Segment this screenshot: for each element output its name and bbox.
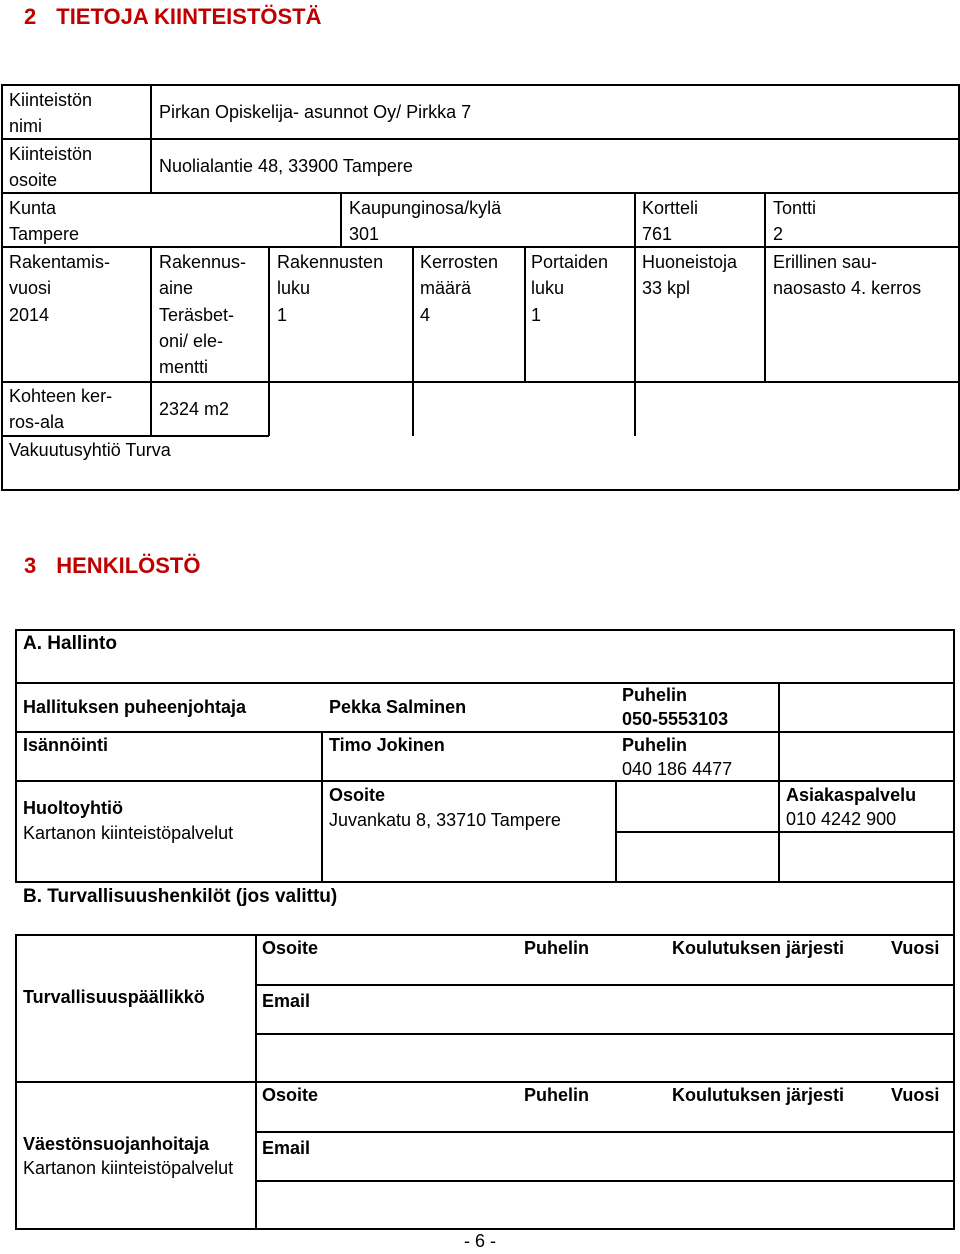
section-2-heading bbox=[24, 2, 322, 32]
block-value: 761 bbox=[642, 224, 673, 244]
apartments-value: 33 kpl bbox=[642, 278, 691, 298]
board-chair-name: Pekka Salminen bbox=[329, 697, 467, 717]
construction-year-label: Rakentamis- vuosi bbox=[9, 252, 111, 298]
plot-value: 2 bbox=[773, 224, 784, 244]
sauna-note: Erillinen sau- naosasto 4. kerros bbox=[773, 252, 922, 298]
board-chair-label: Hallituksen puheenjohtaja bbox=[23, 697, 247, 717]
safety-chief-phone-header: Puhelin bbox=[524, 938, 590, 958]
admin-section-title: A. Hallinto bbox=[23, 633, 117, 654]
floor-area-label: Kohteen ker- ros-ala bbox=[9, 386, 113, 432]
staircase-count-label: Portaiden luku bbox=[531, 252, 609, 298]
block-label: Kortteli bbox=[642, 198, 699, 218]
floor-area-value: 2324 m2 bbox=[159, 399, 230, 419]
page-number: - 6 - bbox=[463, 1231, 496, 1251]
staircase-count-value: 1 bbox=[531, 305, 542, 325]
district-value: 301 bbox=[349, 224, 380, 244]
safety-section-title: B. Turvallisuushenkilöt (jos valittu) bbox=[23, 886, 338, 907]
section-2-number: 2 bbox=[24, 4, 37, 29]
apartments-label: Huoneistoja bbox=[642, 252, 738, 272]
property-name-value: Pirkan Opiskelija- asunnot Oy/ Pirkka 7 bbox=[159, 102, 472, 122]
board-chair-phone: 050-5553103 bbox=[622, 709, 729, 729]
maintenance-address-label: Osoite bbox=[329, 785, 386, 805]
municipality-value: Tampere bbox=[9, 224, 80, 244]
section-3-heading bbox=[24, 551, 200, 581]
insurance-company: Vakuutusyhtiö Turva bbox=[9, 440, 171, 460]
shelter-keeper-email-label: Email bbox=[262, 1138, 311, 1158]
property-name-label: Kiinteistön nimi bbox=[9, 90, 93, 136]
building-material-value: Teräsbet- oni/ ele- mentti bbox=[159, 305, 235, 377]
safety-chief-email-label: Email bbox=[262, 991, 311, 1011]
building-count-label: Rakennusten luku bbox=[277, 252, 384, 298]
property-address-label: Kiinteistön osoite bbox=[9, 144, 93, 190]
district-label: Kaupunginosa/kylä bbox=[349, 198, 502, 218]
shelter-keeper-name: Kartanon kiinteistöpalvelut bbox=[23, 1158, 234, 1178]
shelter-keeper-year-header: Vuosi bbox=[891, 1085, 940, 1105]
maintenance-company-name: Kartanon kiinteistöpalvelut bbox=[23, 823, 234, 843]
municipality-label: Kunta bbox=[9, 198, 57, 218]
shelter-keeper-training-header: Koulutuksen järjesti bbox=[672, 1085, 845, 1105]
safety-chief-address-header: Osoite bbox=[262, 938, 319, 958]
floor-count-value: 4 bbox=[420, 305, 431, 325]
shelter-keeper-address-header: Osoite bbox=[262, 1085, 319, 1105]
section-2-title: TIETOJA KIINTEISTÖSTÄ bbox=[56, 4, 322, 29]
property-manager-name: Timo Jokinen bbox=[329, 735, 445, 755]
property-manager-phone: 040 186 4477 bbox=[622, 759, 733, 779]
board-chair-phone-label: Puhelin bbox=[622, 685, 688, 705]
maintenance-address: Juvankatu 8, 33710 Tampere bbox=[329, 810, 561, 830]
shelter-keeper-phone-header: Puhelin bbox=[524, 1085, 590, 1105]
construction-year-value: 2014 bbox=[9, 305, 50, 325]
building-material-label: Rakennus- aine bbox=[159, 252, 247, 298]
property-address-value: Nuolialantie 48, 33900 Tampere bbox=[159, 156, 413, 176]
floor-count-label: Kerrosten määrä bbox=[420, 252, 499, 298]
customer-service-label: Asiakaspalvelu bbox=[786, 785, 917, 805]
safety-chief-year-header: Vuosi bbox=[891, 938, 940, 958]
property-manager-phone-label: Puhelin bbox=[622, 735, 688, 755]
section-3-number: 3 bbox=[24, 553, 37, 578]
maintenance-company-label: Huoltoyhtiö bbox=[23, 798, 123, 818]
plot-label: Tontti bbox=[773, 198, 817, 218]
building-count-value: 1 bbox=[277, 305, 288, 325]
safety-chief-label: Turvallisuuspäällikkö bbox=[23, 987, 205, 1007]
shelter-keeper-label: Väestönsuojanhoitaja bbox=[23, 1134, 210, 1154]
section-3-title: HENKILÖSTÖ bbox=[56, 553, 201, 578]
property-manager-label: Isännöinti bbox=[23, 735, 108, 755]
customer-service-phone: 010 4242 900 bbox=[786, 809, 897, 829]
safety-chief-training-header: Koulutuksen järjesti bbox=[672, 938, 845, 958]
